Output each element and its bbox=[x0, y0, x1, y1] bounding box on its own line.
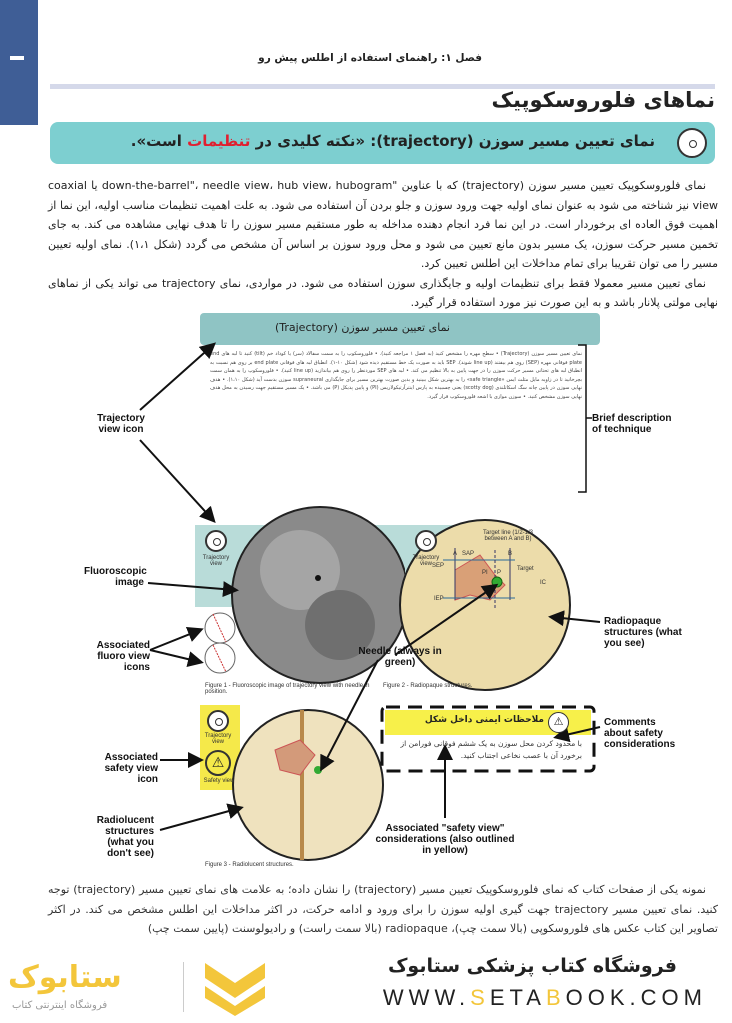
label-iep: IEP bbox=[434, 596, 444, 602]
label-radiolucent: Radiolucent structures (what you don't see) bbox=[96, 815, 154, 859]
trajectory-view-icon bbox=[205, 530, 227, 552]
label-sap: SAP bbox=[462, 551, 475, 557]
banner-text: نمای تعیین مسیر سوزن (trajectory): «نکته کلیدی در تنظیمات است». bbox=[130, 132, 655, 150]
label-fluoroscopic-image: Fluoroscopic image bbox=[84, 566, 147, 588]
section-title: نماهای فلوروسکوپیک bbox=[491, 88, 715, 112]
label-b: B bbox=[508, 551, 513, 557]
fluoro-view-icon bbox=[205, 643, 235, 673]
setabook-logo: ستابوک bbox=[8, 960, 122, 995]
safety-warning-icon: ⚠ bbox=[205, 750, 231, 776]
label-safety-comments: Comments about safety considerations bbox=[604, 717, 676, 750]
bracket bbox=[578, 345, 592, 492]
figure-3-caption: Figure 3 - Radiolucent structures. bbox=[205, 862, 294, 868]
trajectory-view-icon bbox=[415, 530, 437, 552]
shop-url[interactable]: WWW.SETABOOK.COM bbox=[382, 985, 707, 1010]
label-brief-description: Brief description of technique bbox=[592, 413, 672, 435]
trajectory-view-label: Trajectory view bbox=[204, 733, 232, 745]
label-sep: SEP bbox=[432, 563, 445, 569]
label-safety-icon: Associated safety view icon bbox=[104, 752, 158, 785]
label-ic: IC bbox=[540, 580, 546, 586]
safety-box-title: ملاحظات ایمنی داخل شکل bbox=[424, 715, 544, 725]
trajectory-view-label: Trajectory view bbox=[412, 555, 440, 567]
trajectory-view-icon bbox=[207, 710, 229, 732]
safety-view-label: Safety view bbox=[203, 778, 235, 784]
needle-marker bbox=[492, 577, 502, 587]
figure-title: نمای تعیین مسیر سوزن (Trajectory) bbox=[200, 313, 600, 345]
paragraph-3: نمونه یکی از صفحات کتاب که نمای فلوروسکوپیک تعیین مسیر (trajectory) را نشان داده؛ به علامت های نمای تعیین مسیر (trajectory) توجه کنید. نمای تعیین مسیر trajectory جهت گیری اولیه سوزن را برای ورود و ادامه حرکت، در اکثر مداخلات این اطلس مشخص می کند. در اکثر تصاویر این کتاب عکس های فلوروسکوپی (بالا سمت چپ)، radiopaque (بالا سمت راست) و رادیولوسنت (پایین سمت چپ) bbox=[48, 883, 718, 935]
safety-box-body: با محدود کردن محل سوزن به یک ششم فوقانی فورامن از برخورد آن با عصب نخاعی اجتناب کنید. bbox=[400, 739, 582, 760]
shop-title: فروشگاه کتاب پزشکی ستابوک bbox=[387, 955, 677, 977]
figure-1-caption: Figure 1 - Fluoroscopic image of trajectory view with needle in position. bbox=[205, 683, 370, 695]
label-pi: PI bbox=[482, 570, 488, 576]
label-target: Target bbox=[517, 566, 534, 572]
chapter-header: فصل ۱: راهنمای استفاده از اطلس پیش رو bbox=[258, 52, 482, 64]
footer-divider bbox=[183, 962, 184, 1012]
logo-subtitle: فروشگاه اینترنتی کتاب bbox=[12, 1000, 108, 1011]
label-a: A bbox=[453, 551, 458, 557]
label-fluoro-icons: Associated fluoro view icons bbox=[96, 640, 150, 673]
label-safety-view: Associated "safety view" considerations (also outlined in yellow) bbox=[375, 823, 515, 856]
technique-description: نمای تعیین مسیر سوزن (Trajectory) • سطح مهره را مشخص کنید (به فصل ۱ مراجعه کنید). • فلوروسکوپ را به سمت سفالاد (سر) یا کوداد خم (tilt) کنید تا لبه های end plate فوقانی مهره (SEP) روی هم بیفتند (line up شوند). SEP باید به صورت یک خط مستقیم دیده شود (شکل ۱۰-۱). انطباق لبه های فوقانی end plate بر روی هم نسبت به انطباق لبه های تحتانی مسیر حرکت سوزن را در جهت پایین به بالا تنظیم می کند. • لبه های SEP موردنظر را روی هم بیاندازید (line up کنید). • فلوروسکوپ را به همان سمت بچرخانید تا در زاویه مایل مثلث ایمن «safe triangle» را به بهترین شکل ببینید و بدین صورت بهترین مسیر برای جایگذاری supraneural سوزن بدست آید (شکل ۱،۱۰). • هدف نهایی سوزن در پایین چانه سگ اسکاتلندی (scotty dog) یعنی چسبیده به پارس اینترآرتیکولاریس (PI) و پایین پدیکل (P) می باشد. • یک مسیر مستقیم جهت رسیدن به محل هدف نهایی سوزن مشخص کنید. • سوزن موازی با اشعه فلوروسکوپ قرار گیرد. bbox=[210, 351, 583, 400]
label-radiopaque: Radiopaque structures (what you see) bbox=[604, 616, 682, 649]
paragraph-2: نمای تعیین مسیر معمولا فقط برای تنظیمات اولیه و جایگذاری سوزن استفاده می شود. در مواردی، نمای trajectory می تواند یکی از نماهای نهایی مولتی پلانار باشد و به این صورت نیز مورد استفاده قرار گیرد. bbox=[48, 276, 718, 309]
trajectory-view-label: Trajectory view bbox=[202, 555, 230, 567]
label-trajectory-icon: Trajectory view icon bbox=[97, 413, 145, 435]
target-line-label: Target line (1/2-1/3 between A and B) bbox=[482, 530, 534, 542]
paragraph-1: نمای فلوروسکوپیک تعیین مسیر سوزن (trajectory) که با عناوین "down-the-barrel"، needle view، hub view، hubogram یا coaxial view نیز شناخته می شود به عنوان نمای اولیه جهت ورود سوزن و جلو بردن آن استفاده می شود. به علت اهمیت تنظیمات مناسب اولیه، این نما از اهمیت فوق العاده ای برخوردار است. در این نما فرد انجام دهنده مداخله به طور مستقیم مسیر سوزن را تا هدف نهایی مشاهده می کند. به جای تخمین مسیر حرکت سوزن، یک مسیر بدون مانع تعیین می شود و محل ورود سوزن بر اساس آن مشخص می گردد (شکل ۱،۱). نمای اولیه تعیین مسیر را می توان تقریبا برای تمام مداخلات این اطلس تعیین کرد. bbox=[48, 179, 718, 270]
chevron-logo-icon bbox=[200, 958, 270, 1018]
figure-2-caption: Figure 2 - Radiopaque structures. bbox=[383, 683, 473, 689]
radiolucent-diagram bbox=[233, 710, 383, 860]
label-p: P bbox=[497, 570, 502, 576]
warning-icon: ⚠ bbox=[548, 712, 569, 733]
label-needle: Needle (always in green) bbox=[358, 646, 442, 668]
